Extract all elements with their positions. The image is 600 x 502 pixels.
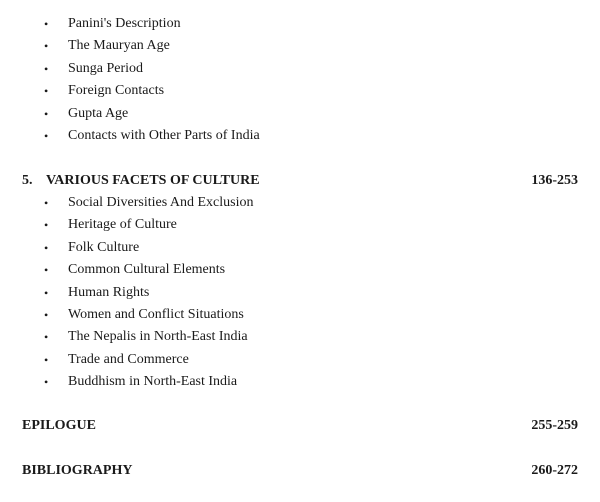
chapter-title [22,170,260,192]
bullet-icon: • [44,61,49,76]
list-item-label: Human Rights [68,284,150,300]
chapter-title-text: VARIOUS FACETS OF CULTURE [46,173,260,188]
list-item-label: Heritage of Culture [68,217,177,233]
bullet-icon: • [44,375,49,390]
list-item [0,326,253,348]
list-item-label: Foreign Contacts [68,83,165,99]
bullet-icon: • [44,39,49,54]
list-item [0,282,253,304]
epilogue-title: EPILOGUE [22,418,96,433]
bullet-icon: • [44,285,49,300]
bullet-icon: • [44,84,49,99]
list-item [0,35,260,57]
list-item [0,259,253,281]
list-item-label: Women and Conflict Situations [68,306,244,322]
list-item-label: Social Diversities And Exclusion [68,195,254,210]
list-item-label: Panini's Description [68,16,181,31]
bullet-icon: • [44,330,49,345]
bullet-icon: • [44,307,49,322]
list-item-label: Sunga Period [68,60,144,76]
list-item-label: Common Cultural Elements [68,262,226,278]
list-item [0,80,260,102]
list-item [0,192,253,214]
bullet-icon: • [44,240,49,255]
bullet-icon: • [44,218,49,233]
chapter-5-heading [22,170,578,192]
chapter-page-range: 136-253 [531,173,578,188]
list-item [0,125,260,147]
bibliography-page-range: 260-272 [531,463,578,478]
list-item [0,304,253,326]
list-item [0,58,260,80]
section-subtopics-list [0,13,260,147]
list-item-label: The Mauryan Age [68,38,170,54]
list-item [0,214,253,236]
list-item [0,371,253,393]
bullet-icon: • [44,352,49,367]
list-item-label: Trade and Commerce [68,351,189,367]
epilogue-heading [22,415,578,437]
list-item [0,237,253,259]
bibliography-heading [22,460,578,482]
bullet-icon: • [44,17,49,31]
chapter-5-subtopics-list [0,192,253,394]
chapter-number: 5. [22,173,33,188]
bullet-icon: • [44,196,49,210]
bibliography-title: BIBLIOGRAPHY [22,463,133,478]
bullet-icon: • [44,106,49,121]
list-item-label: Gupta Age [68,105,129,121]
list-item-label: The Nepalis in North-East India [68,329,248,345]
list-item [0,13,260,35]
list-item [0,103,260,125]
list-item-label: Folk Culture [68,239,140,255]
bullet-icon: • [44,128,49,143]
epilogue-page-range: 255-259 [531,418,578,433]
list-item-label: Contacts with Other Parts of India [68,127,260,143]
bullet-icon: • [44,263,49,278]
list-item-label: Buddhism in North-East India [68,374,238,390]
list-item [0,349,253,371]
